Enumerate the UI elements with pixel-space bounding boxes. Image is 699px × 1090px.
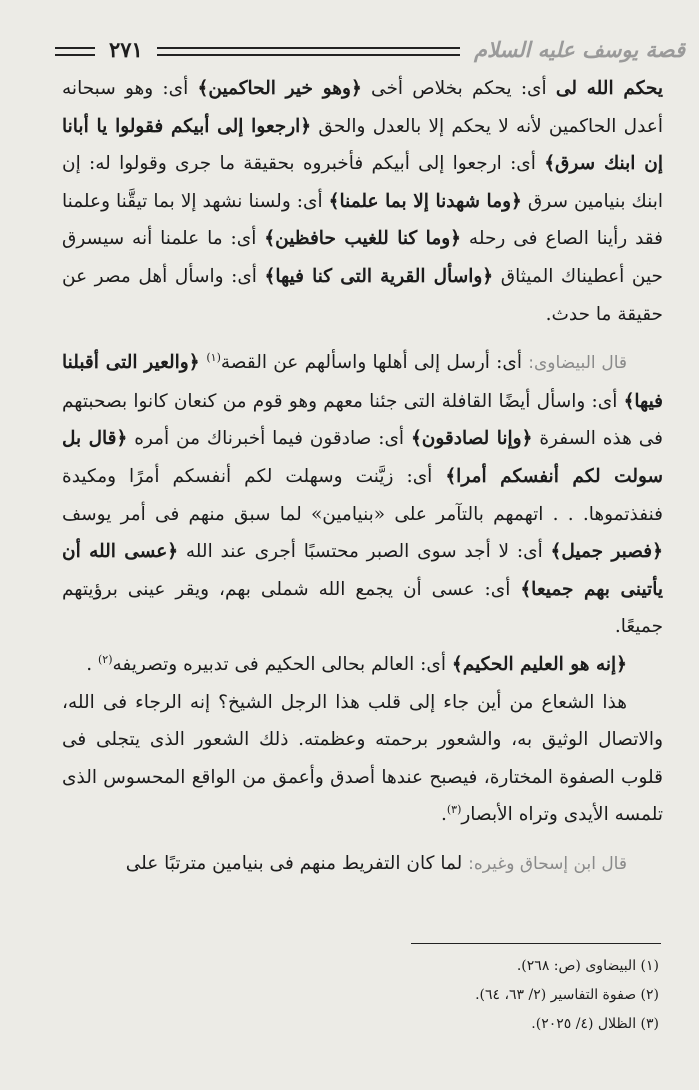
body-text: أى: أرسل إلى أهلها واسألهم عن القصة bbox=[220, 352, 529, 374]
quran-quote: ﴿وإنا لصادقون﴾ bbox=[410, 428, 533, 450]
footnote-ref: (٢) bbox=[97, 652, 113, 666]
quran-quote: ﴿والعير التى أقبلنا فيها﴾ bbox=[62, 352, 663, 412]
body-text: . bbox=[440, 804, 447, 826]
body-text: . bbox=[86, 653, 98, 675]
body-text: أى: واسأل أيضًا القافلة التى جئنا معهم وهو قوم من كنعان كانوا بصحبتهم فى هذه السفرة bbox=[62, 390, 664, 450]
body-text: أى: يحكم بخلاص أخى bbox=[361, 78, 556, 99]
body-text: لما كان التفريط منهم فى بنيامين مترتبًا على bbox=[125, 852, 469, 874]
page-number: ٢٧١ bbox=[109, 36, 143, 62]
footnote-3: (٣) الظلال (٤/ ٢٠٢٥). bbox=[531, 1016, 659, 1032]
header-rule-long bbox=[157, 47, 460, 56]
paragraph-3 bbox=[62, 646, 663, 684]
quran-quote: ﴿إنه هو العليم الحكيم﴾ bbox=[451, 653, 627, 675]
footnote-ref: (١) bbox=[206, 351, 221, 364]
quran-quote: ﴿عسى الله أن يأتينى بهم جميعا﴾ bbox=[62, 541, 663, 600]
body-text: أى: زيَّنت وسهلت لكم أنفسكم أمرًا ومكيدة فنفذتموها. . . اتهمهم بالتآمر على «بنيامين» لما سبق منهم فى أمر يوسف bbox=[62, 465, 663, 525]
header-rule-short bbox=[55, 47, 95, 56]
footnote-2: (٢) صفوة التفاسير (٢/ ٦٣، ٦٤). bbox=[475, 987, 659, 1003]
quran-quote: ﴿وما كنا للغيب حافظين﴾ bbox=[264, 228, 462, 250]
body-text: أى: صادقون فيما أخبرناك من أمره bbox=[127, 428, 411, 450]
body-text: أى: ولسنا نشهد إلا بما تيقَّنا وعلمنا فقد رأينا الصاع فى رحله bbox=[62, 190, 663, 250]
paragraph-2 bbox=[62, 344, 663, 646]
quran-quote: ﴿فصبر جميل﴾ bbox=[550, 541, 663, 563]
body-text: أى: لا أجد سوى الصبر محتسبًا أجرى عند الله bbox=[178, 541, 551, 563]
body-text: أى: العالم بحالى الحكيم فى تدبيره وتصريفه bbox=[112, 653, 452, 675]
quran-quote: ﴿قال بل سولت لكم أنفسكم أمرا﴾ bbox=[62, 428, 664, 487]
body-text: أى: ارجعوا إلى أبيكم فأخبروه بحقيقة ما جرى وقولوا له: إن ابنك بنيامين سرق bbox=[62, 153, 663, 212]
quran-quote: ﴿واسأل القرية التى كنا فيها﴾ bbox=[264, 265, 494, 287]
paragraph-4 bbox=[62, 684, 663, 834]
source-citation: قال ابن إسحاق وغيره: bbox=[468, 853, 627, 874]
footnote-1: (١) البيضاوى (ص: ٢٦٨). bbox=[516, 958, 659, 974]
page-header bbox=[55, 34, 685, 64]
paragraph-5 bbox=[62, 845, 663, 884]
quran-quote: ﴿وما شهدنا إلا بما علمنا﴾ bbox=[328, 190, 522, 212]
footnotes bbox=[200, 952, 659, 1039]
body-text: أى: ما علمنا أنه سيسرق حين أعطيناك الميثاق bbox=[62, 228, 663, 287]
paragraph-1 bbox=[62, 70, 663, 333]
quran-quote: يحكم الله لى bbox=[555, 78, 663, 99]
body-text: هذا الشعاع من أين جاء إلى قلب هذا الرجل الشيخ؟ إنه الرجاء فى الله، والاتصال الوثيق به، والشعور برحمته وعظمته. ذلك الشعور الذى يتجلى فى قلوب الصفوة المختارة، فيصبح عندها أصدق وأعمق من الواقع المحسوس الذى تلمسه الأيدى وتراه الأبصار bbox=[62, 691, 663, 826]
quran-quote: ﴿وهو خير الحاكمين﴾ bbox=[197, 78, 362, 99]
paragraph-gap bbox=[62, 333, 663, 344]
body-text: أى: عسى أن يجمع الله شملى بهم، ويقر عينى برؤيتهم جميعًا. bbox=[62, 578, 663, 638]
running-title: قصة يوسف عليه السلام bbox=[473, 36, 685, 62]
footnote-separator bbox=[411, 943, 661, 944]
paragraph-gap bbox=[62, 834, 663, 845]
source-citation: قال البيضاوى: bbox=[528, 353, 628, 374]
body-text: أى: وهو سبحانه أعدل الحاكمين لأنه لا يحكم إلا بالعدل والحق bbox=[62, 78, 663, 137]
quran-quote: ﴿ارجعوا إلى أبيكم فقولوا يا أبانا إن ابنك سرق﴾ bbox=[62, 115, 663, 175]
footnote-ref: (٣) bbox=[446, 803, 462, 817]
body-text: أى: واسأل أهل مصر عن حقيقة ما حدث. bbox=[62, 265, 663, 325]
main-text bbox=[62, 70, 663, 883]
